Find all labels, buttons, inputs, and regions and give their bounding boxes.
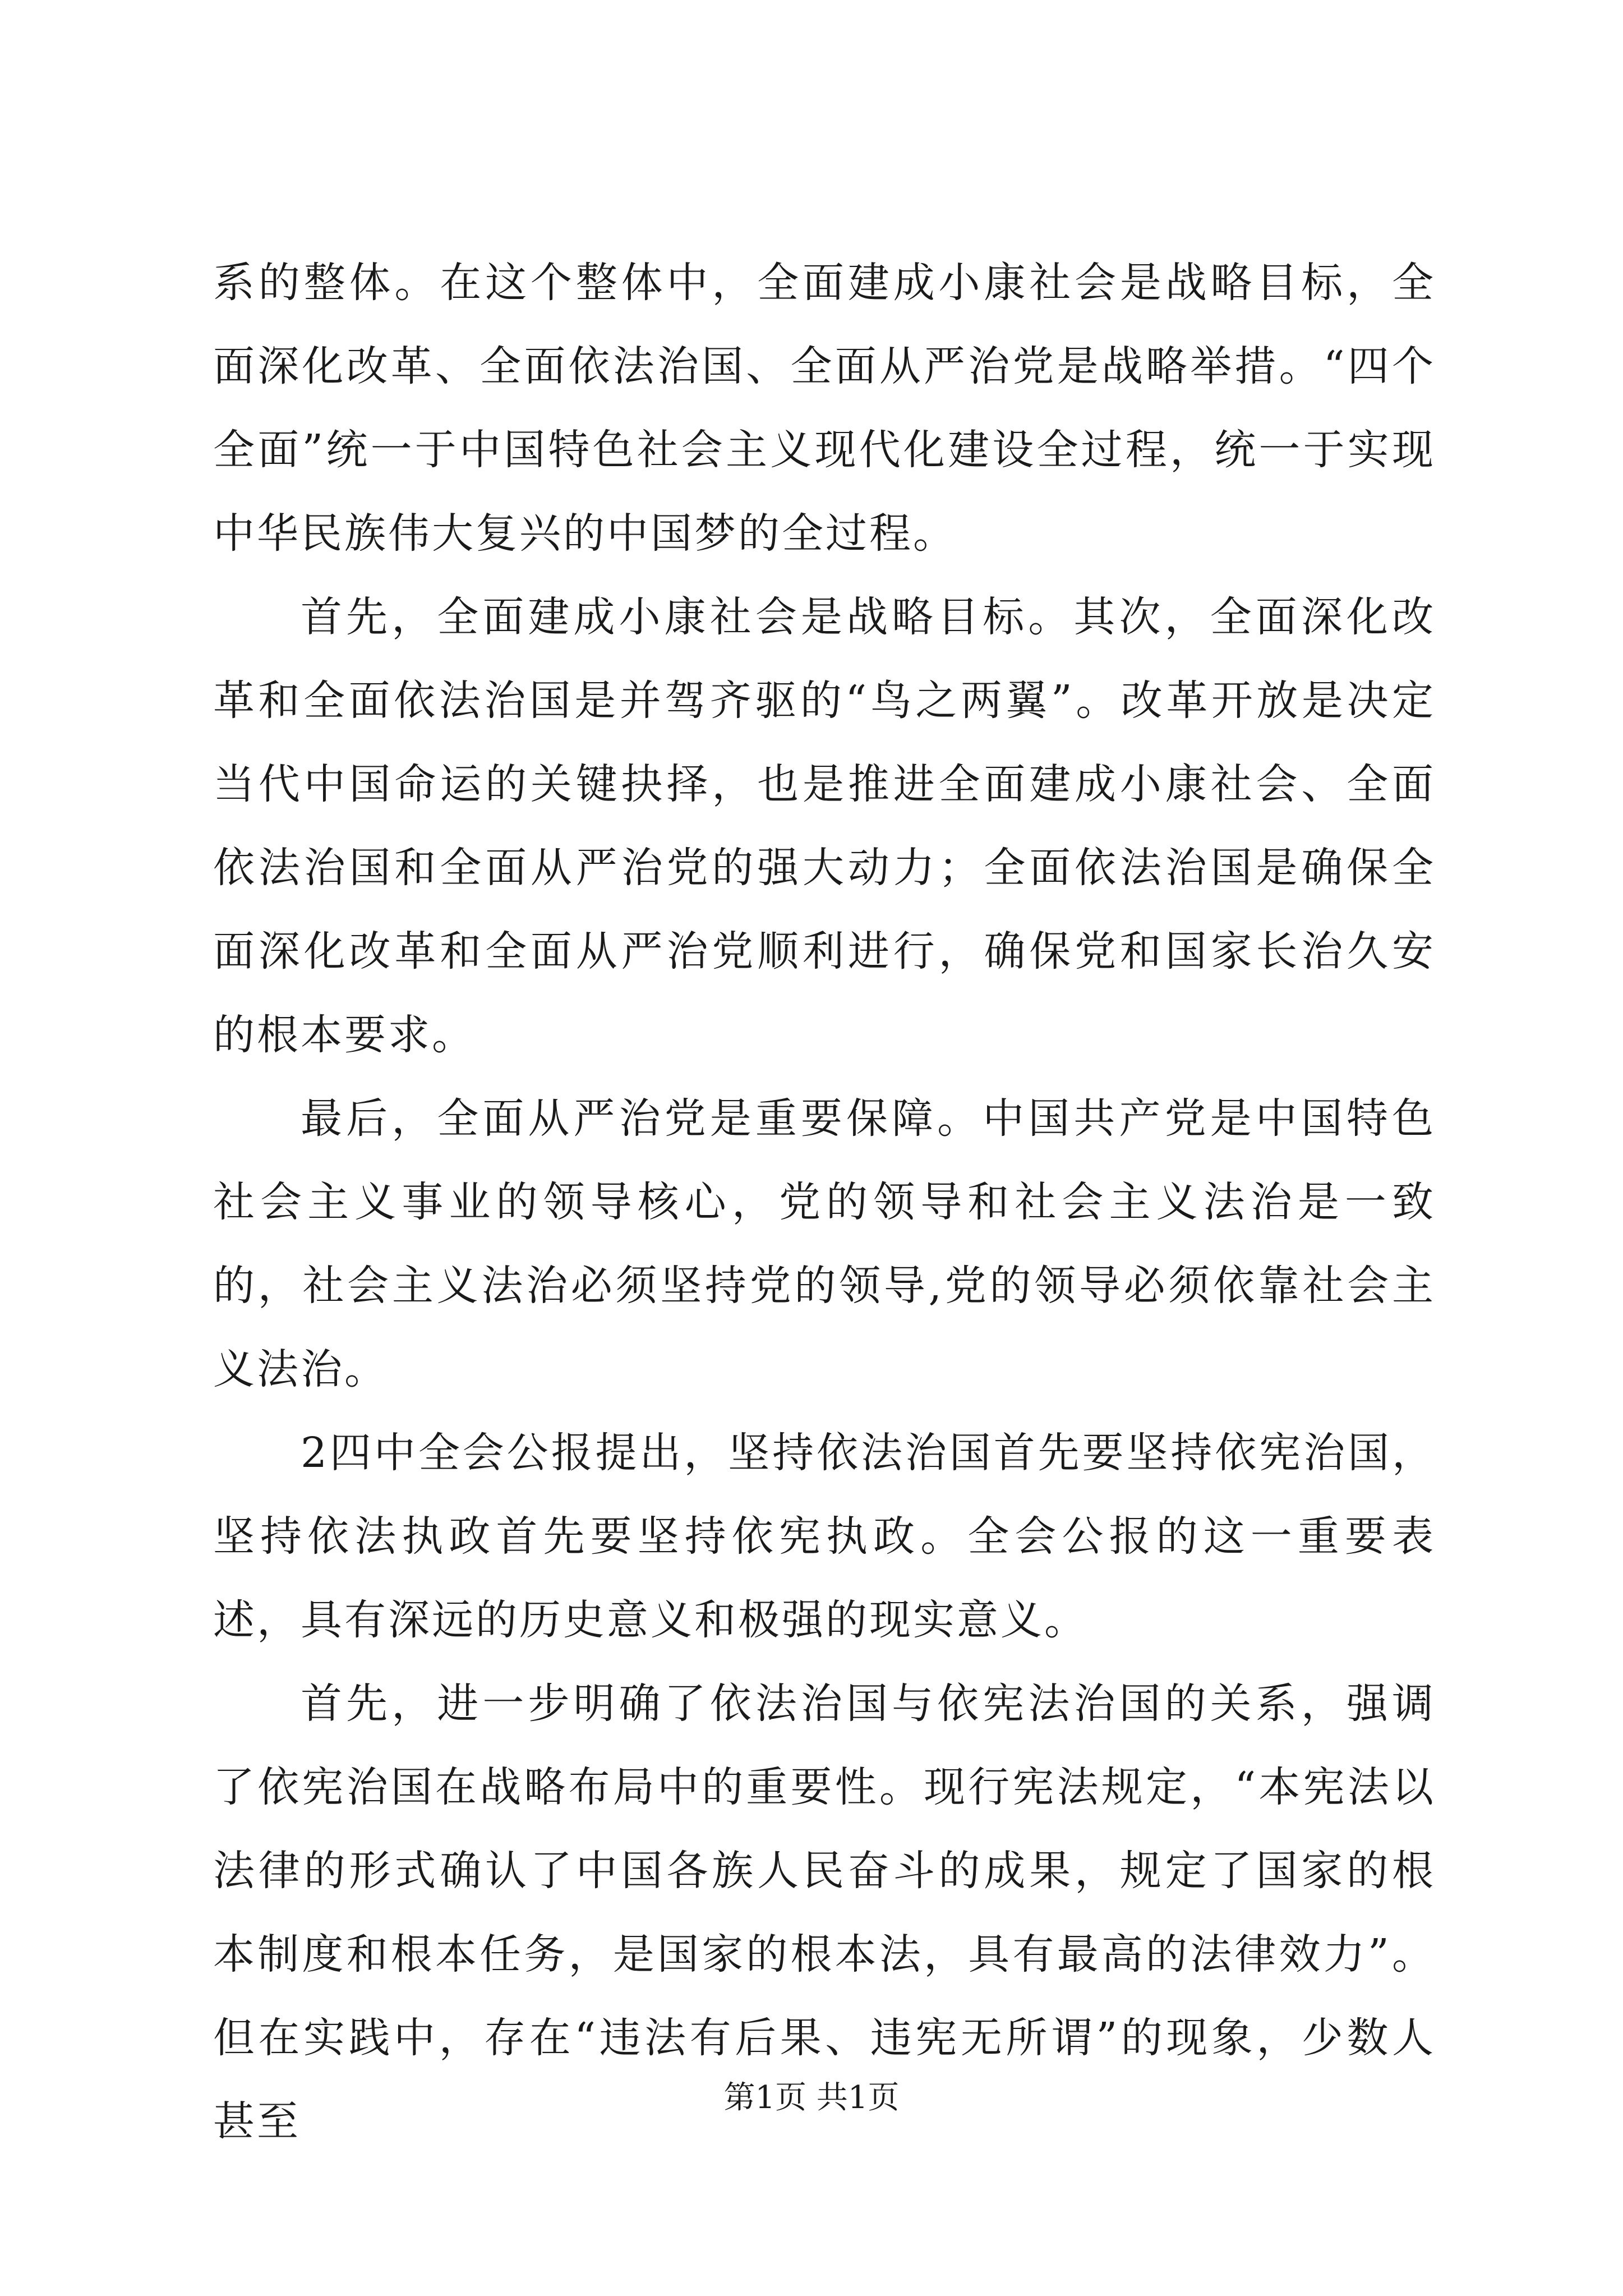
paragraph-2: 首先，全面建成小康社会是战略目标。其次，全面深化改革和全面依法治国是并驾齐驱的“鸟之两翼”。改革开放是决定当代中国命运的关键抉择，也是推进全面建成小康社会、全面依法治国和全面从严治党的强大动力；全面依法治国是确保全面深化改革和全面从严治党顺利进行，确保党和国家长治久安的根本要求。 xyxy=(213,593,1436,1059)
document-body xyxy=(213,241,1436,2164)
paragraph-3: 最后，全面从严治党是重要保障。中国共产党是中国特色社会主义事业的领导核心，党的领导和社会主义法治是一致的，社会主义法治必须坚持党的领导,党的领导必须依靠社会主义法治。 xyxy=(213,1094,1436,1393)
paragraph-4: 2四中全会公报提出，坚持依法治国首先要坚持依宪治国，坚持依法执政首先要坚持依宪执政。全会公报的这一重要表述，具有深远的历史意义和极强的现实意义。 xyxy=(213,1429,1436,1644)
page-footer: 第1页 共1页 xyxy=(723,2079,900,2116)
paragraph-1: 系的整体。在这个整体中，全面建成小康社会是战略目标，全面深化改革、全面依法治国、全面从严治党是战略举措。“四个全面”统一于中国特色社会主义现代化建设全过程，统一于实现中华民族伟大复兴的中国梦的全过程。 xyxy=(213,259,1436,558)
paragraph-5: 首先，进一步明确了依法治国与依宪法治国的关系，强调了依宪治国在战略布局中的重要性。现行宪法规定，“本宪法以法律的形式确认了中国各族人民奋斗的成果，规定了国家的根本制度和根本任务，是国家的根本法，具有最高的法律效力”。但在实践中，存在“违法有后果、违宪无所谓”的现象，少数人甚至 xyxy=(213,1680,1436,2146)
